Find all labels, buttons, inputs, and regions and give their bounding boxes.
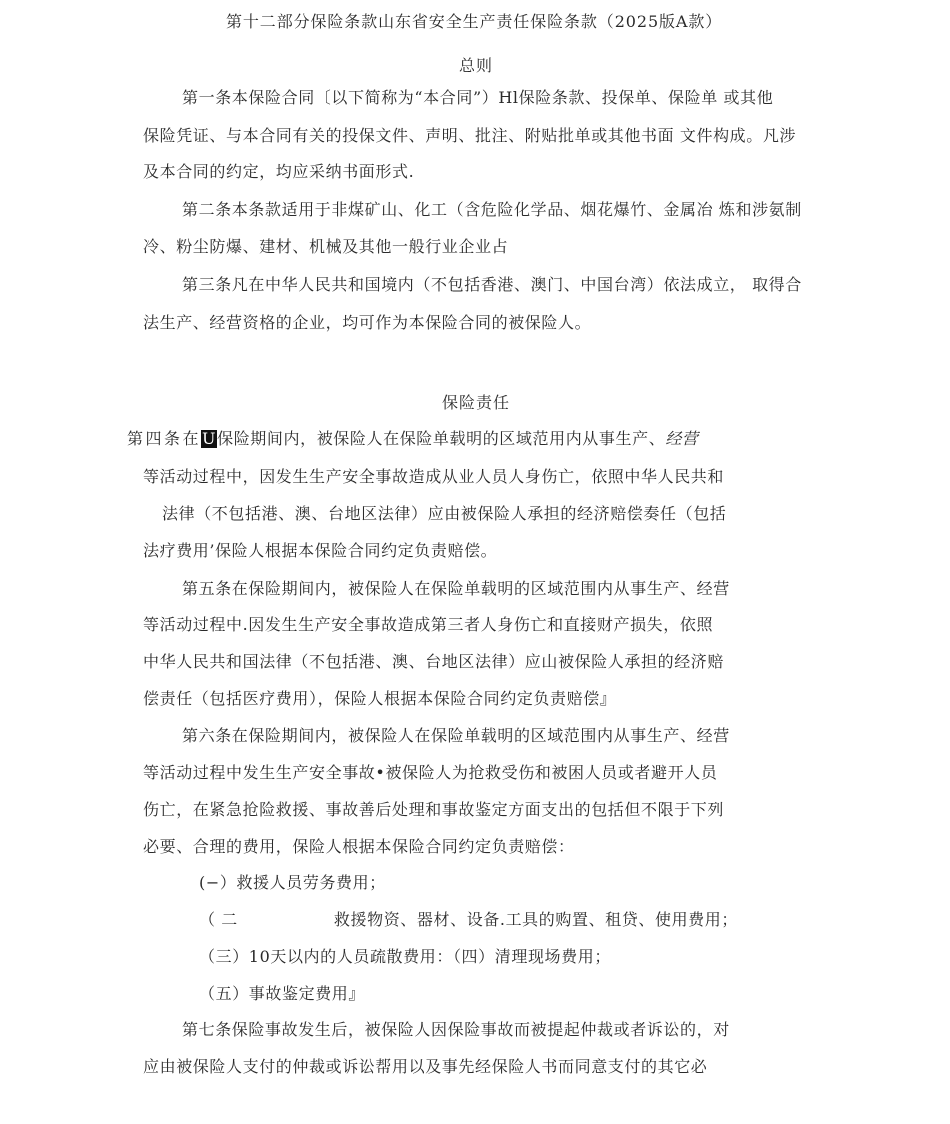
section-heading-general: 总则 [459, 56, 494, 75]
list-item-2 [199, 910, 738, 930]
article-2-line-2: 冷、粉尘防爆、建材、机械及其他一般行业企业占 [143, 237, 509, 256]
article-7-line-1: 第七条保险事故发生后，被保险人因保险事故而被提起仲裁或者诉讼的，对 [182, 1020, 730, 1039]
article-5-line-3: 中华人民共和国法律（不包括港、澳、台地区法律）应山被保险人承担的经济赔 [143, 652, 725, 671]
article-3-line-1: 第三条凡在中华人民共和国境内（不包括香港、澳门、中国台湾）依法成立， 取得合 [182, 275, 802, 294]
list-item-2-number: （ 二 [199, 910, 238, 929]
article-5-line-2: 等活动过程中.因发生生产安全事故造成第三者人身伤亡和直接财产损失，依照 [143, 615, 714, 634]
list-item-1: (−）救援人员劳务费用； [199, 873, 386, 892]
text-cursor[interactable]: U [202, 429, 217, 448]
article-2-line-1: 第二条本条款适用于非煤矿山、化工（含危险化学品、烟花爆竹、金属冶 炼和涉氨制 [182, 200, 802, 219]
article-4-line-4: 法疗费用’保险人根据本保险合同约定负责赔偿。 [143, 541, 498, 560]
page-title: 第十二部分保险条款山东省安全生产责任保险条款（2025版A款） [226, 12, 723, 31]
article-5-line-1: 第五条在保险期间内，被保险人在保险单载明的区域范围内从事生产、经营 [182, 579, 730, 598]
article-4-line-1 [127, 429, 699, 449]
article-7-line-2: 应由被保险人支付的仲裁或诉讼帮用以及事先经保险人书而同意支付的其它必 [143, 1057, 708, 1076]
article-4-text-italic: 经营 [665, 429, 699, 448]
article-6-line-4: 必要、合理的费用，保险人根据本保险合同约定负责赔偿： [143, 837, 575, 856]
article-5-line-4: 偿责任（包括医疗费用），保险人根据本保险合同约定负责赔偿』 [143, 689, 617, 708]
article-1-line-3: 及本合同的约定，均应采纳书面形式. [143, 162, 415, 181]
article-1-line-1: 第一条本保险合同〔以下简称为“本合同”）Hl保险条款、投保单、保险单 或其他 [182, 88, 774, 107]
list-item-5: （五）事故鉴定费用』 [199, 984, 366, 1003]
article-1-line-2: 保险凭证、与本合同有关的投保文件、声明、批注、附贴批单或其他书面 文件构成。凡涉 [143, 126, 797, 145]
article-4-line-2: 等活动过程中，因发生生产安全事故造成从业人员人身伤亡，依照中华人民共和 [143, 467, 725, 486]
article-6-line-2: 等活动过程中发生生产安全事故•被保险人为抢救受伤和被困人员或者避开人员 [143, 763, 718, 782]
article-4-text: 保险期间内，被保险人在保险单载明的区域范用内从事生产、 [217, 429, 666, 448]
article-4-line-3: 法律（不包括港、澳、台地区法律）应由被保险人承担的经济赔偿奏任（包括 [162, 504, 727, 523]
article-6-line-3: 伤亡，在紧急抢险救援、事故善后处理和事故鉴定方面支出的包括但不限于下列 [143, 800, 725, 819]
section-heading-liability: 保险责任 [442, 393, 511, 412]
article-4-label: 第四条在 [127, 429, 202, 448]
article-3-line-2: 法生产、经营资格的企业，均可作为本保险合同的被保险人。 [143, 313, 592, 332]
list-item-2-text: 救援物资、器材、设备.工具的购置、租贷、使用费用； [333, 910, 738, 929]
list-item-3: （三）10天以内的人员疏散费用：（四）清理现场费用； [199, 947, 611, 966]
article-6-line-1: 第六条在保险期间内，被保险人在保险单载明的区域范围内从事生产、经营 [182, 726, 730, 745]
